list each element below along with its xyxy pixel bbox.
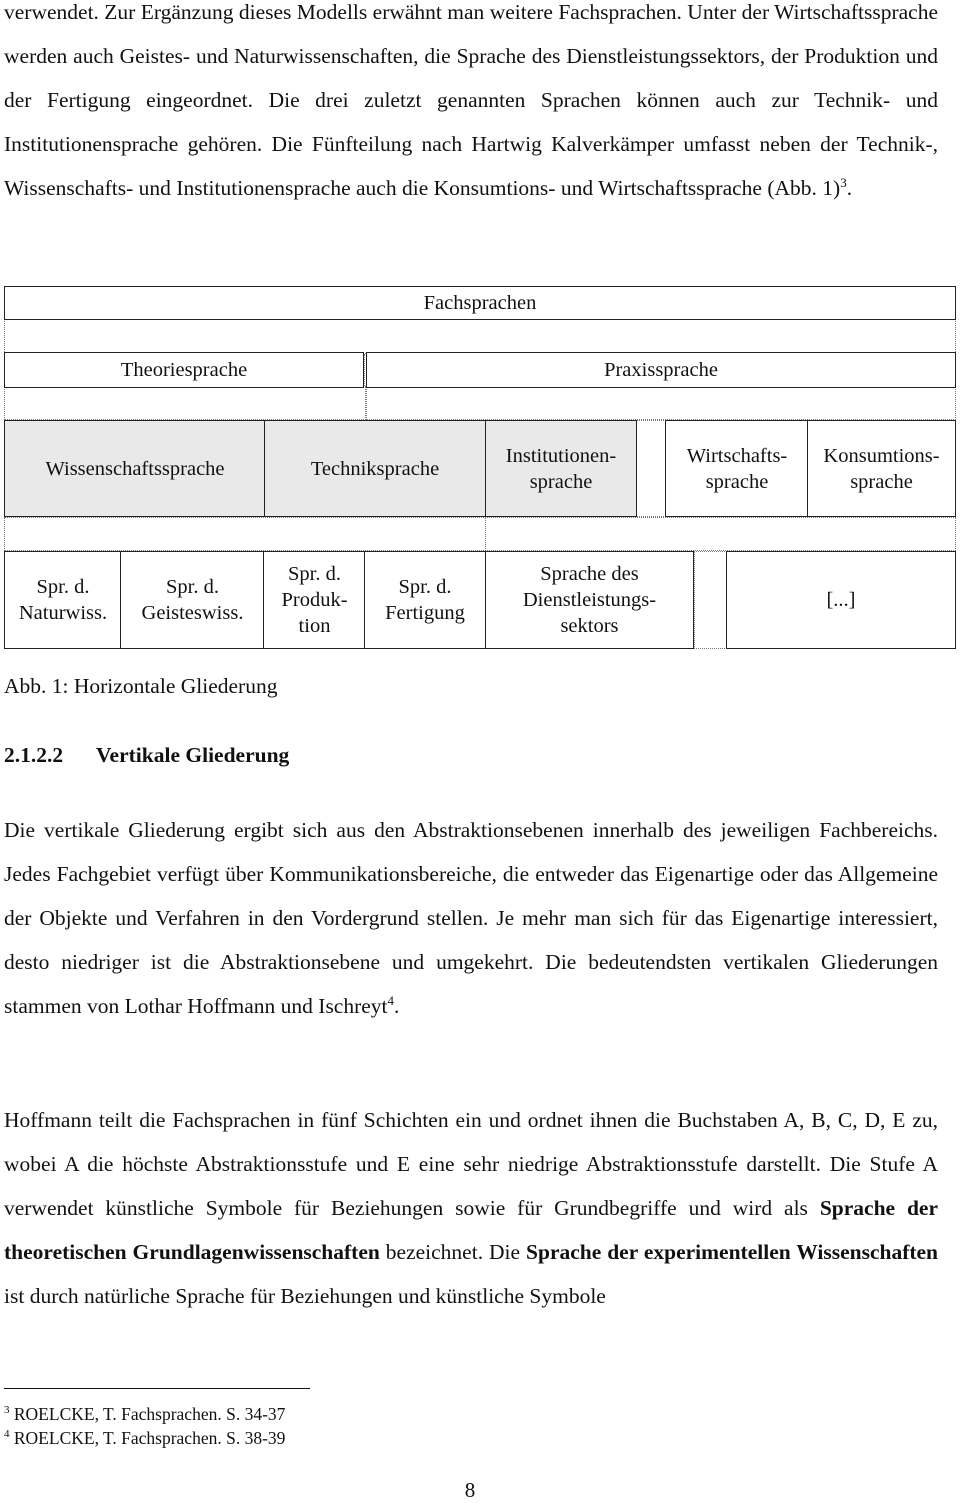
- node-institutionensprache: Institutionen- sprache: [485, 420, 637, 517]
- node-dienstleistung: Sprache des Dienstleistungs- sektors: [485, 551, 694, 649]
- node-produktion: Spr. d. Produk- tion: [263, 551, 366, 649]
- footnote-ref-4[interactable]: 4: [387, 993, 395, 1008]
- intro-paragraph: [4, 0, 938, 210]
- node-theoriesprache: Theoriesprache: [4, 352, 364, 388]
- node-praxissprache: Praxissprache: [366, 352, 956, 388]
- connector-praxis: [366, 386, 956, 420]
- connector-theorie: [4, 386, 366, 420]
- node-fachsprachen: Fachsprachen: [4, 286, 956, 320]
- footnote-3: $^3$ ROELCKE, T. Fachsprachen. S. 34-37: [4, 1404, 286, 1424]
- footnote-ref-3[interactable]: 3: [840, 175, 847, 190]
- page-number: 8: [464, 1478, 476, 1502]
- node-etc: [...]: [726, 551, 956, 649]
- paragraph-hoffmann: Hoffmann teilt die Fachsprachen in fünf Schichten ein und ordnet ihnen die Buchstaben A, B, C, D, E zu, wobei A die höchste Abstraktionsstufe und E eine sehr niedrige Abstraktionsstufe darstellt. Die Stufe A verwendet künstliche Symbole für Beziehungen sowie für Grundbegriffe und wird als Sprache der theoretischen Grundlagenwissenschaften bezeichnet. Die Sprache der experimentellen Wissenschaften ist durch natürliche Sprache für Beziehungen und künstliche Symbole: [4, 1108, 939, 1308]
- node-naturwiss: Spr. d. Naturwiss.: [4, 551, 122, 649]
- connector-level3-divider: [485, 517, 486, 551]
- footnote-separator: [4, 1388, 310, 1389]
- paragraph-vertical-text: Die vertikale Gliederung ergibt sich aus den Abstraktionsebenen innerhalb des jeweiligen Fachbereichs. Jedes Fachgebiet verfügt über Kommunikationsbereiche, die entweder das Eigenartige oder das Allgemeine der Objekte und Verfahren in den Vordergrund stellen. Je mehr man sich für das Eigenartige interessiert, desto niedriger ist die Abstraktionsebene und umgekehrt. Die bedeutendsten vertikalen Gliederungen stammen von Lothar Hoffmann und Ischreyt: [4, 818, 938, 1018]
- node-konsumtionssprache: Konsumtions- sprache: [807, 420, 956, 517]
- node-wirtschaftssprache: Wirtschafts- sprache: [665, 420, 809, 517]
- connector-divider: [364, 354, 365, 386]
- intro-tail: .: [846, 176, 853, 200]
- figure-caption: Abb. 1: Horizontale Gliederung: [4, 674, 278, 698]
- gap-left: [636, 420, 666, 517]
- node-techniksprache: Techniksprache: [264, 420, 486, 517]
- node-geisteswiss: Spr. d. Geisteswiss.: [120, 551, 265, 649]
- section-title: Vertikale Gliederung: [96, 743, 290, 767]
- gap-right: [694, 551, 727, 649]
- section-number: 2.1.2.2: [4, 743, 64, 767]
- section-heading: [4, 743, 289, 768]
- node-wissenschaftssprache: Wissenschaftssprache: [4, 420, 266, 517]
- node-fertigung: Spr. d. Fertigung: [364, 551, 486, 649]
- connector-root: [4, 318, 956, 354]
- connector-level3: [4, 517, 956, 551]
- intro-text: verwendet. Zur Ergänzung dieses Modells erwähnt man weitere Fachsprachen. Unter der Wirtschaftssprache werden auch Geistes- und Naturwissenschaften, die Sprache des Dienstleistungssektors, der Produktion und der Fertigung eingeordnet. Die drei zuletzt genannten Sprachen können auch zur Technik- und Institutionensprache gehören. Die Fünfteilung nach Hartwig Kalverkämper umfasst neben der Technik-, Wissenschafts- und Institutionensprache auch die Konsumtions- und Wirtschaftssprache (Abb. 1): [4, 0, 938, 200]
- paragraph-vertical: [4, 808, 938, 1028]
- footnote-4: $^4$ ROELCKE, T. Fachsprachen. S. 38-39: [4, 1428, 286, 1448]
- paragraph-vertical-tail: .: [394, 994, 400, 1018]
- term-theoretische-grundlagen: Sprache der theoretischen Grundlagenwissenschaften: [4, 1196, 938, 1264]
- term-experimentelle-wissenschaften: Sprache der experimentellen Wissenschaften: [526, 1240, 939, 1264]
